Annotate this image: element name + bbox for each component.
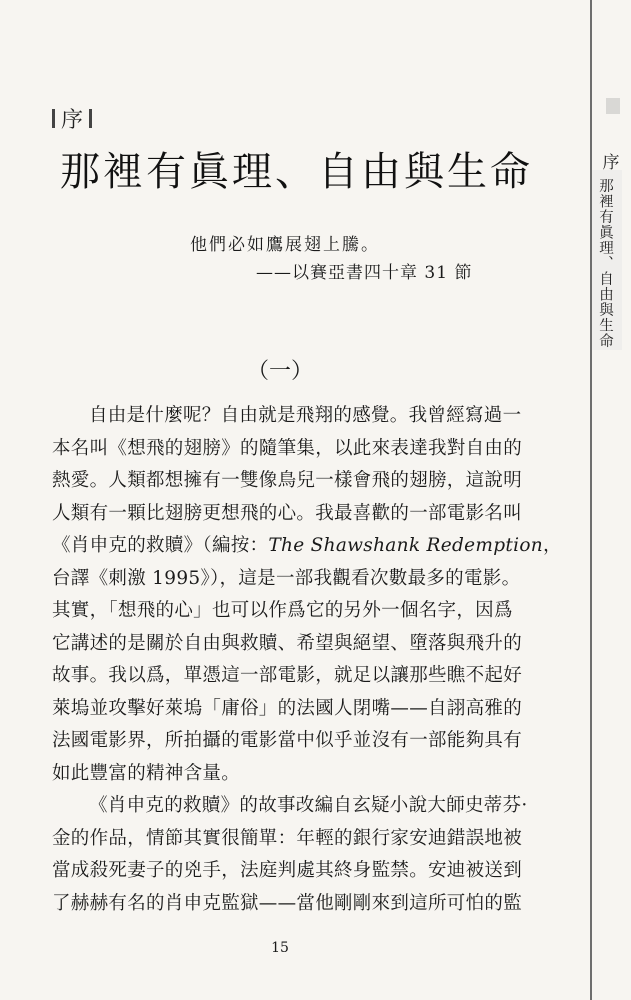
- section-bar-left: [52, 109, 55, 128]
- body-text: [52, 400, 562, 920]
- body-line: [52, 888, 530, 921]
- body-line: [52, 498, 530, 531]
- body-line-text: 《肖申克的救贖》（編按：: [52, 535, 269, 556]
- body-line: [52, 693, 530, 726]
- body-line-text: 故事。我以爲，單憑這一部電影，就足以讓那些瞧不起好: [52, 665, 523, 686]
- body-line-suffix: ，: [543, 535, 562, 556]
- epigraph-source: ——以賽亞書四十章 31 節: [256, 263, 473, 283]
- body-line: [52, 530, 562, 563]
- body-line: [52, 855, 530, 888]
- body-line: [52, 465, 530, 498]
- body-line-text: 《肖申克的救贖》的故事改編自玄疑小說大師史蒂芬·: [89, 795, 528, 816]
- body-line: [52, 758, 530, 791]
- body-line-text: 熱愛。人類都想擁有一雙像鳥兒一樣會飛的翅膀，這說明: [52, 470, 523, 491]
- page-number: 15: [271, 940, 289, 956]
- section-subheading: （一）: [246, 359, 313, 384]
- body-line: [52, 628, 530, 661]
- body-line-text: 本名叫《想飛的翅膀》的隨筆集，以此來表達我對自由的: [52, 437, 523, 459]
- body-line: [52, 660, 530, 693]
- section-bar-right: [89, 109, 92, 128]
- body-line: [52, 563, 530, 596]
- epigraph-quote: 他們必如鷹展翅上騰。: [190, 235, 380, 255]
- body-line: [52, 790, 530, 823]
- body-line-text: 了赫赫有名的肖申克監獄——當他剛剛來到這所可怕的監: [52, 892, 523, 914]
- body-line-text: 其實，「想飛的心」也可以作爲它的另外一個名字，因爲: [52, 600, 513, 621]
- side-top-mark: [606, 98, 620, 114]
- english-title: The Shawshank Redemption: [268, 535, 543, 556]
- body-line-text: 如此豐富的精神含量。: [52, 762, 241, 784]
- body-line-text: 法國電影界，所拍攝的電影當中似乎並沒有一部能夠具有: [52, 730, 523, 751]
- side-rule: [590, 0, 592, 1000]
- body-line: [52, 823, 530, 856]
- body-line-text: 自由是什麼呢？自由就是飛翔的感覺。我曾經寫過一: [89, 405, 522, 426]
- body-line: [52, 433, 530, 466]
- body-line-text: 它講述的是關於自由與救贖、希望與絕望、墮落與飛升的: [52, 632, 523, 654]
- body-line-text: 萊塢並攻擊好萊塢「庸俗」的法國人閉嘴——自詡高雅的: [52, 697, 523, 719]
- body-line: [52, 400, 530, 433]
- body-line: [52, 725, 530, 758]
- body-line-text: 人類有一顆比翅膀更想飛的心。我最喜歡的一部電影名叫: [52, 502, 523, 524]
- page-title: 那裡有眞理、自由與生命: [60, 149, 533, 195]
- side-header-title: 那裡有眞理、自由與生命: [597, 178, 613, 349]
- side-header-label: 序: [602, 153, 620, 173]
- body-line-text: 金的作品，情節其實很簡單：年輕的銀行家安迪錯誤地被: [52, 827, 523, 849]
- body-line-text: 台譯《刺激 1995》），這是一部我觀看次數最多的電影。: [52, 567, 521, 589]
- body-line: [52, 595, 530, 628]
- body-line-text: 當成殺死妻子的兇手，法庭判處其終身監禁。安迪被送到: [52, 860, 523, 881]
- section-label: [52, 103, 92, 134]
- section-label-text: 序: [61, 108, 84, 133]
